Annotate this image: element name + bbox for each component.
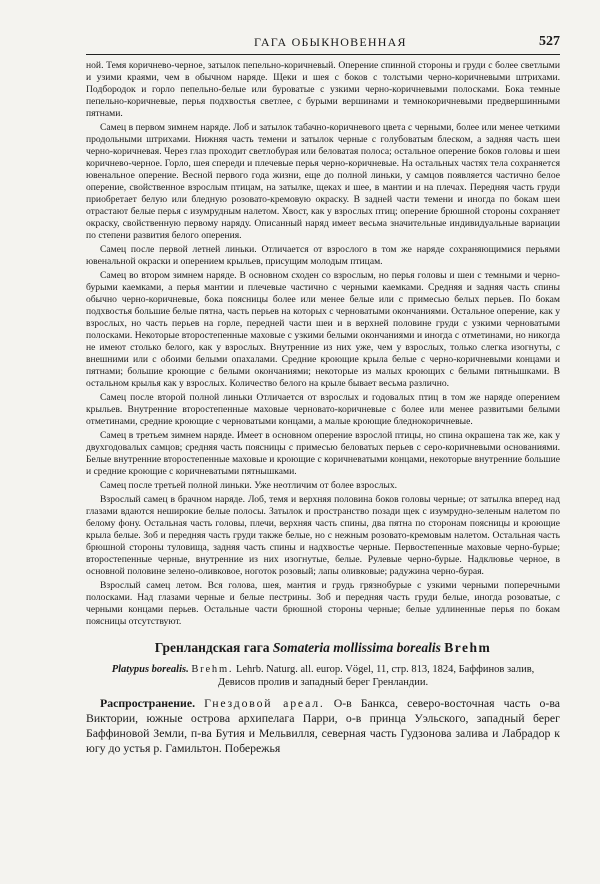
body-text — [86, 60, 560, 628]
running-title: ГАГА ОБЫКНОВЕННАЯ — [254, 35, 407, 49]
distribution-paragraph — [86, 696, 560, 756]
synonym-citation — [86, 663, 560, 689]
distribution-text: О-в Банкса, северо-восточная часть о-ва Виктории, южные острова архипелага Парри, о-в принца Уэльского, западный берег Баффиновой Земли, п-ва Бутия и Мельвилля, северная часть Гудзонова залива и Лабрадор к югу до устья р. Гамильтон. Побережья — [86, 696, 561, 755]
page-number: 527 — [539, 34, 560, 49]
distribution-heading: Распространение. — [100, 696, 196, 710]
paragraph-adult-male-summer: Взрослый самец летом. Вся голова, шея, мантия и грудь грязнобурые с узкими черными поперечными полосками. Над глазами черные и белые пестрины. Зоб и передняя часть груди белые, иногда розоватые, с черными концами перьев. Остальные части брюшной стороны черные; белые удлиненные перья по бокам поясницы отсутствуют. — [86, 580, 560, 627]
paragraph-male-first-summer-moult: Самец после первой летней линьки. Отличается от взрослого в том же наряде сохраняющимися перьями ювенальной окраски и оперением крыльев, присущим молодым птицам. — [86, 244, 560, 267]
species-name-lat: Somateria mollissima borealis — [272, 640, 441, 655]
species-author: Brehm — [444, 640, 492, 655]
paragraph-male-second-moult: Самец после второй полной линьки Отличается от взрослых и годовалых птиц в том же наряде оперением крыльев. Внутренние второстепенные маховые черновато-коричневые с более или менее развитыми белыми отметинами, средние кроющие с черноватыми концами, а малые кроющие бледнокоричневые. — [86, 392, 560, 427]
paragraph-adult-male-breeding: Взрослый самец в брачном наряде. Лоб, темя и верхняя половина боков головы черные; от затылка вперед над глазами вдаются неширокие белые полосы. Затылок и пространство позади щек с изумрудно-зеленым налетом по белому фону. Остальная часть головы, плечи, верхняя часть спины, два пятна по сторонам поясницы и кроющие крыла белые. Зоб и передняя часть груди также белые, но с нежным розовато-кремовым налетом. Остальная часть брюшной стороны туловища, задняя часть спины и надхвостье черные. Первостепенные маховые черно-бурые; второстепенные черные, внутренние из них изогнутые, белые. Рулевые черно-бурые. Надклювье черное, в основной половине зелено-оливковое, ноготок розовый; лапы оливковые; радужина черно-бурая. — [86, 494, 560, 577]
distribution-section — [86, 696, 560, 756]
paragraph-continuation: ной. Темя коричнево-черное, затылок пепельно-коричневый. Оперение спинной стороны и груди с более светлыми и узими краями, чем в обычном наряде. Щеки и шея с боков с толстыми черно-коричневыми штрихами. Подбородок и горло пепельно-белые или буроватые с узкими черно-коричневыми полосками. Бока темные пепельно-коричневые, перья подхвостья светлее, с бурыми вершинами и темнокоричневыми предвершинными пятнами. — [86, 60, 560, 119]
breeding-range-label: Гнездовой ареал. — [204, 696, 325, 710]
paragraph-male-third-winter: Самец в третьем зимнем наряде. Имеет в основном оперение взрослой птицы, но спина окрашена так же, как у двухгодовалых самцов; средняя часть поясницы с примесью беловатых перьев с серо-коричневыми основаниями. Белые внутренние второстепенные маховые и кроющие с коричневатыми концами, некоторые внутренние большие и средние кроющие с коричневатыми пятнышками. — [86, 430, 560, 477]
species-name-ru: Гренландская гага — [154, 640, 270, 655]
paragraph-male-first-winter: Самец в первом зимнем наряде. Лоб и затылок табачно-коричневого цвета с черными, более или менее четкими продольными штрихами. Нижняя часть темени и затылок черные с голубоватым блеском, а задняя часть шеи черно-коричневая. Через глаз проходит светлобурая или беловатая полоса; остальное оперение боков головы и шеи коричнево-черное. Горло, шея спереди и плечевые перья черно-коричневые. На остальных частях тела сохраняется ювенальное оперение. Весной первого года жизни, еще до полной линьки, у самцов появляется частично белое оперение, свойственное взрослым птицам, на затылке, щеках и шее, в мантии и на плечах. Передняя часть груди приобретает белую или бледную розовато-кремовую окраску. В задней части темени и иногда по бокам шеи отрастают белые перья с изумрудным налетом. Хвост, как у взрослых птиц; оперение брюшной стороны сохраняет окраску, свойственную первому наряду. Описанный наряд имеет весьма значительные индивидуальные вариации по степени развития белого оперения. — [86, 122, 560, 241]
synonym-name: Platypus borealis. — [111, 664, 189, 675]
synonym-reference: Lehrb. Naturg. all. europ. Vögel, 11, стр. 813, 1824, Баффинов залив, Девисов пролив и западный берег Гренландии. — [217, 664, 535, 688]
synonym-author: Brehm. — [191, 664, 234, 675]
header-rule — [86, 54, 560, 55]
running-head — [86, 20, 560, 49]
species-heading — [86, 640, 560, 656]
paragraph-male-second-winter: Самец во втором зимнем наряде. В основном сходен со взрослым, но перья головы и шеи с темными и черно-бурыми каемками, а перья мантии и плечевые частично с черными каемками. Средняя и задняя часть спины обычно черно-коричневые, бока поясницы более или менее белые или с примесью белых перьев. По бокам подхвостья большие белые пятна, часть перьев на которых с черноватыми окончаниями. Остальное оперение, как у взрослых, но часть перьев на горле, передней части шеи и в верхней половине груди с узкими черноватыми полосками. Некоторые второстепенные маховые с узкими белыми окончаниями и иногда с отметинами, но никогда не имеют столько белого, как у взрослых. Внутренние из них уже, чем у взрослых, только слегка изогнуты, с внешними или с обоими белыми опахалами. Средние кроющие крыла белые с черно-коричневыми концами и пятнами; большие кроющие с белыми окончаниями; некоторые из малых кроющих с белыми пятнышками. В остальном крылья как у взрослых. Количество белого на крыле бывает весьма различно. — [86, 270, 560, 389]
paragraph-male-third-moult: Самец после третьей полной линьки. Уже неотличим от более взрослых. — [100, 480, 398, 491]
